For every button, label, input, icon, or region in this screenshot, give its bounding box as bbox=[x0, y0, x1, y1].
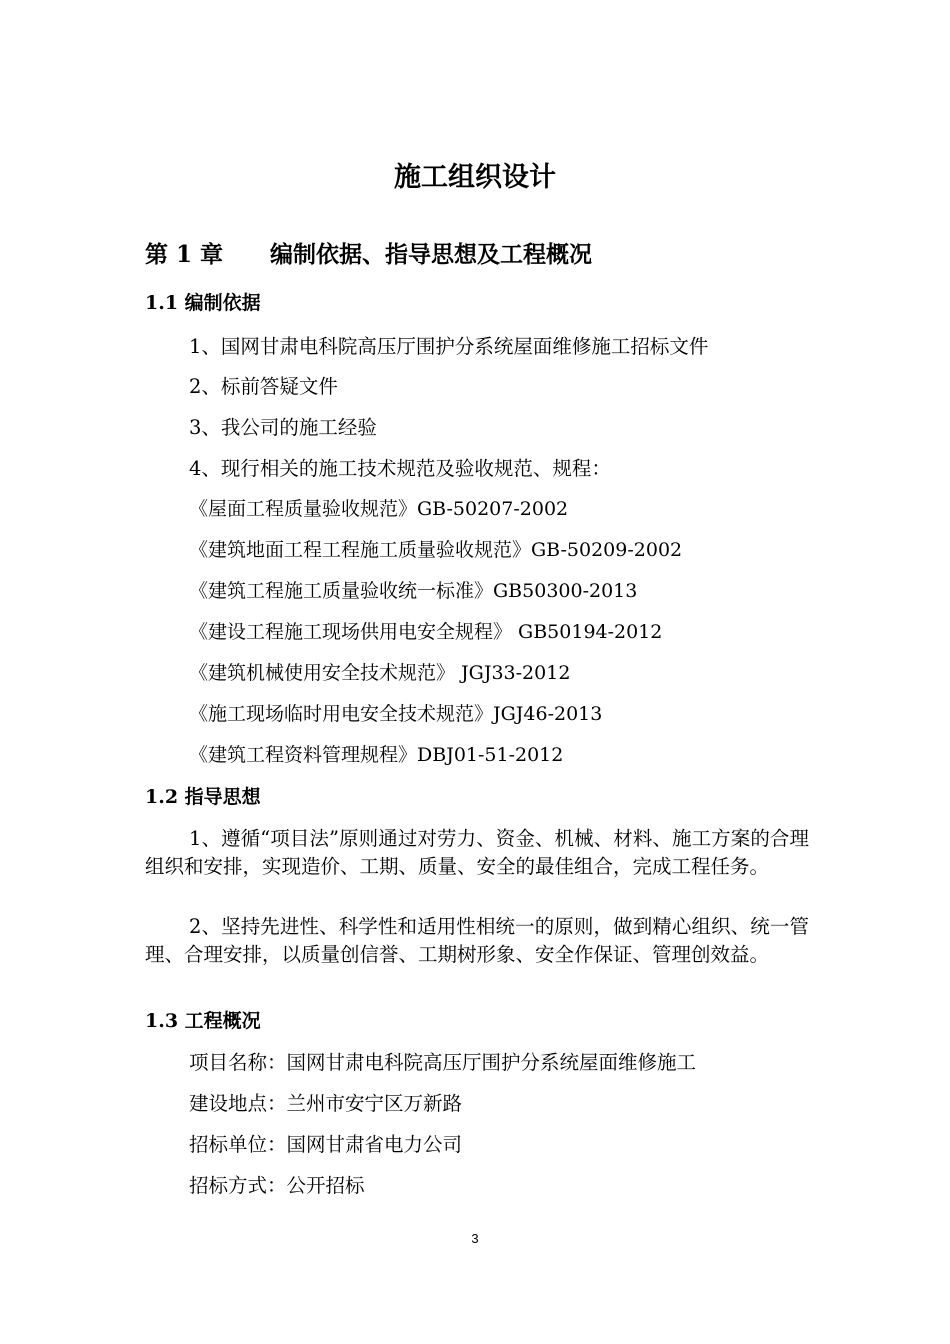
project-info-field: 招标单位：国网甘肃省电力公司 bbox=[189, 1133, 463, 1156]
standard-reference: 《建筑地面工程工程施工质量验收规范》GB-50209-2002 bbox=[189, 539, 683, 561]
standard-reference: 《建筑工程施工质量验收统一标准》GB50300-2013 bbox=[189, 580, 638, 602]
basis-item: 3、我公司的施工经验 bbox=[189, 416, 377, 439]
chapter-heading bbox=[145, 238, 592, 272]
section-heading-1-1: 1.1 编制依据 bbox=[145, 292, 261, 314]
standard-reference: 《建筑工程资料管理规程》DBJ01-51-2012 bbox=[189, 744, 564, 766]
standard-reference: 《建筑机械使用安全技术规范》 JGJ33-2012 bbox=[189, 662, 571, 684]
standard-reference: 《建设工程施工现场供用电安全规程》 GB50194-2012 bbox=[189, 621, 663, 643]
standard-reference: 《屋面工程质量验收规范》GB-50207-2002 bbox=[189, 498, 569, 520]
guideline-paragraph: 1、遵循“项目法”原则通过对劳力、资金、机械、材料、施工方案的合理组织和安排，实现造价、工期、质量、安全的最佳组合，完成工程任务。 bbox=[145, 827, 809, 878]
section-heading-1-2: 1.2 指导思想 bbox=[145, 786, 261, 808]
standard-reference: 《施工现场临时用电安全技术规范》JGJ46-2013 bbox=[189, 703, 603, 725]
project-info-field: 项目名称：国网甘肃电科院高压厅围护分系统屋面维修施工 bbox=[189, 1051, 697, 1074]
page-number: 3 bbox=[471, 1231, 479, 1246]
guideline-paragraph: 2、坚持先进性、科学性和适用性相统一的原则，做到精心组织、统一管理、合理安排，以质量创信誉、工期树形象、安全作保证、管理创效益。 bbox=[145, 915, 809, 966]
project-info-field: 招标方式：公开招标 bbox=[189, 1174, 365, 1197]
basis-item: 1、国网甘肃电科院高压厅围护分系统屋面维修施工招标文件 bbox=[189, 335, 709, 358]
chapter-number: 第 1 章 bbox=[145, 241, 224, 268]
project-info-field: 建设地点：兰州市安宁区万新路 bbox=[189, 1092, 463, 1115]
basis-item: 2、标前答疑文件 bbox=[189, 375, 338, 398]
chapter-title: 编制依据、指导思想及工程概况 bbox=[270, 241, 592, 268]
basis-item: 4、现行相关的施工技术规范及验收规范、规程： bbox=[189, 457, 611, 480]
document-title: 施工组织设计 bbox=[394, 162, 556, 193]
section-heading-1-3: 1.3 工程概况 bbox=[145, 1010, 261, 1032]
